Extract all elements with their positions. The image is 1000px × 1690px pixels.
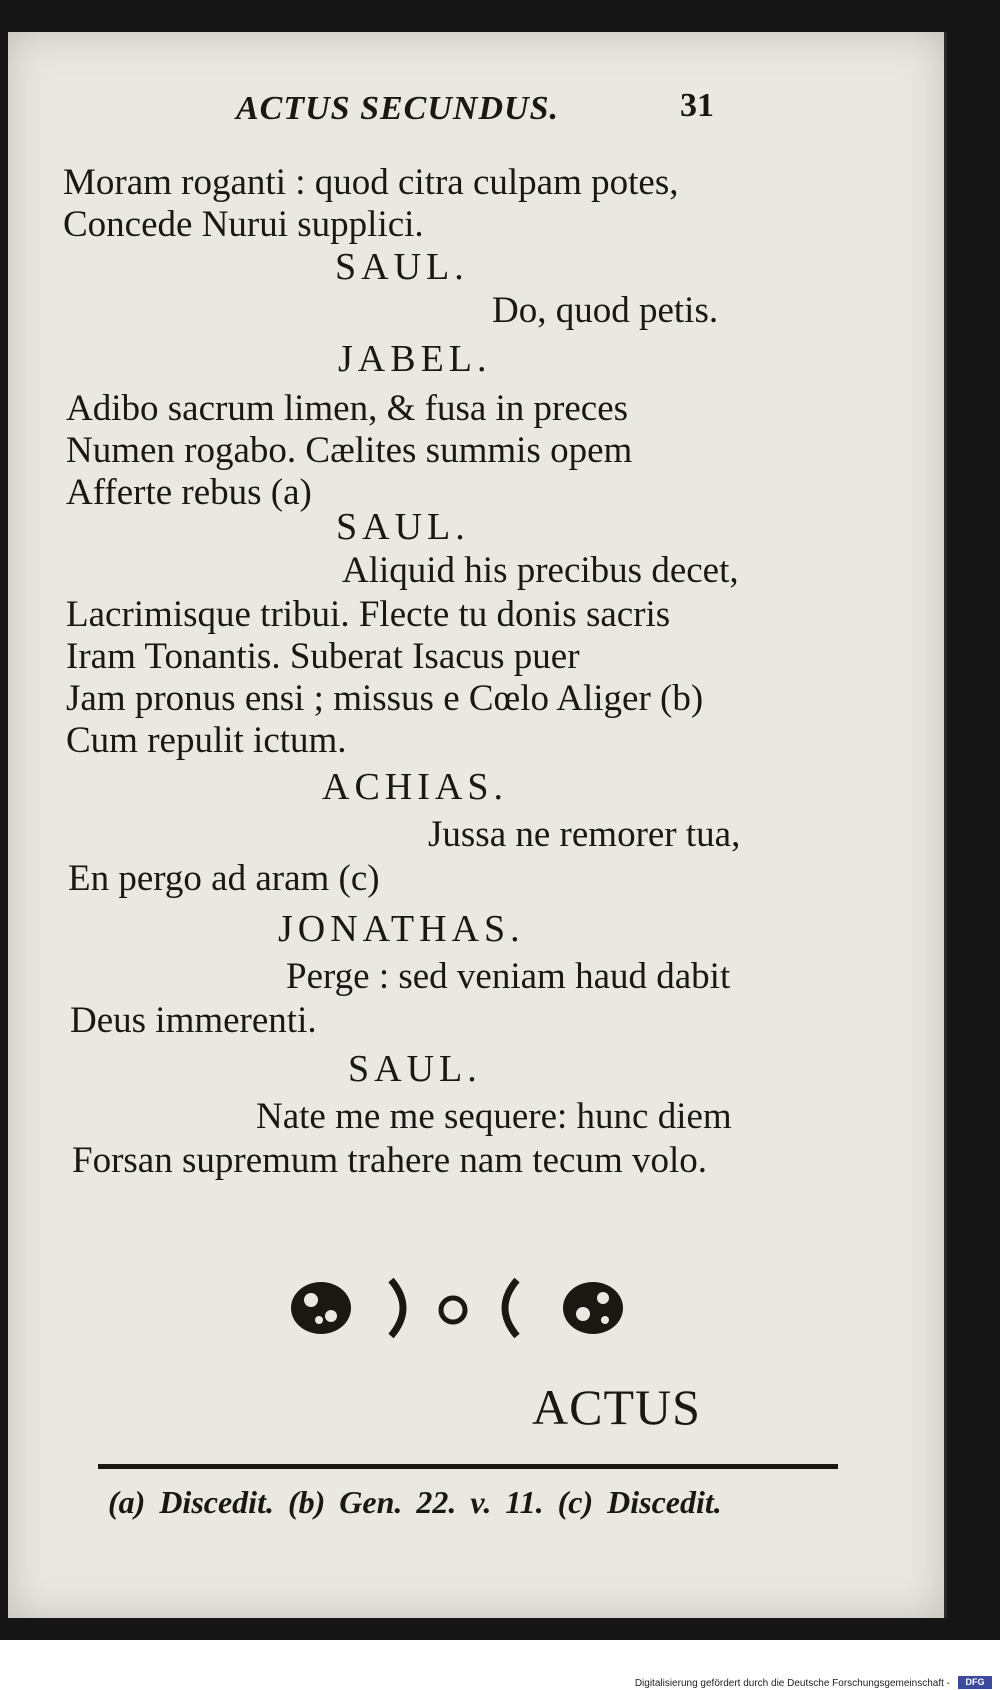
verse-line: En pergo ad aram (c) [68,858,380,899]
verse-line: Numen rogabo. Cælites summis opem [66,430,633,471]
verse-line: Nate me me sequere: hunc diem [256,1096,732,1137]
speaker-heading: SAUL. [335,246,469,288]
verse-line: Deus immerenti. [70,1000,317,1041]
running-head: ACTUS SECUNDUS. [236,90,559,127]
verse-line: Perge : sed veniam haud dabit [286,956,731,997]
page-number: 31 [680,87,714,124]
verse-line: Jussa ne remorer tua, [428,814,741,855]
speaker-heading: JABEL. [338,338,492,380]
speaker-heading: SAUL. [336,506,470,548]
verse-line: Moram roganti : quod citra culpam potes, [63,162,679,203]
verse-line: Iram Tonantis. Suberat Isacus puer [66,636,580,677]
speaker-heading: JONATHAS. [278,908,525,950]
verse-line: Cum repulit ictum. [66,720,347,761]
verse-line: Do, quod petis. [492,290,719,331]
footnote-rule [98,1462,838,1472]
verse-line: Jam pronus ensi ; missus e Cœlo Aliger (b) [66,678,704,719]
verse-line: Lacrimisque tribui. Flecte tu donis sacris [66,594,671,635]
verse-line: Adibo sacrum limen, & fusa in preces [66,388,629,429]
verse-line: Concede Nurui supplici. [63,204,424,245]
speaker-heading: ACHIAS. [322,766,508,808]
book-page [8,32,947,1618]
speaker-heading: SAUL. [348,1048,482,1090]
printers-ornament-icon [283,1268,643,1348]
digitization-credit: Digitalisierung gefördert durch die Deutsche Forschungsgemeinschaft - [634,1678,950,1689]
footnotes: (a) Discedit. (b) Gen. 22. v. 11. (c) Discedit. [108,1484,722,1520]
catchword: ACTUS [532,1379,701,1435]
dfg-logo-icon: DFG [958,1676,992,1689]
verse-line: Aliquid his precibus decet, [342,550,739,591]
verse-line: Afferte rebus (a) [66,472,312,513]
verse-line: Forsan supremum trahere nam tecum volo. [72,1140,707,1181]
